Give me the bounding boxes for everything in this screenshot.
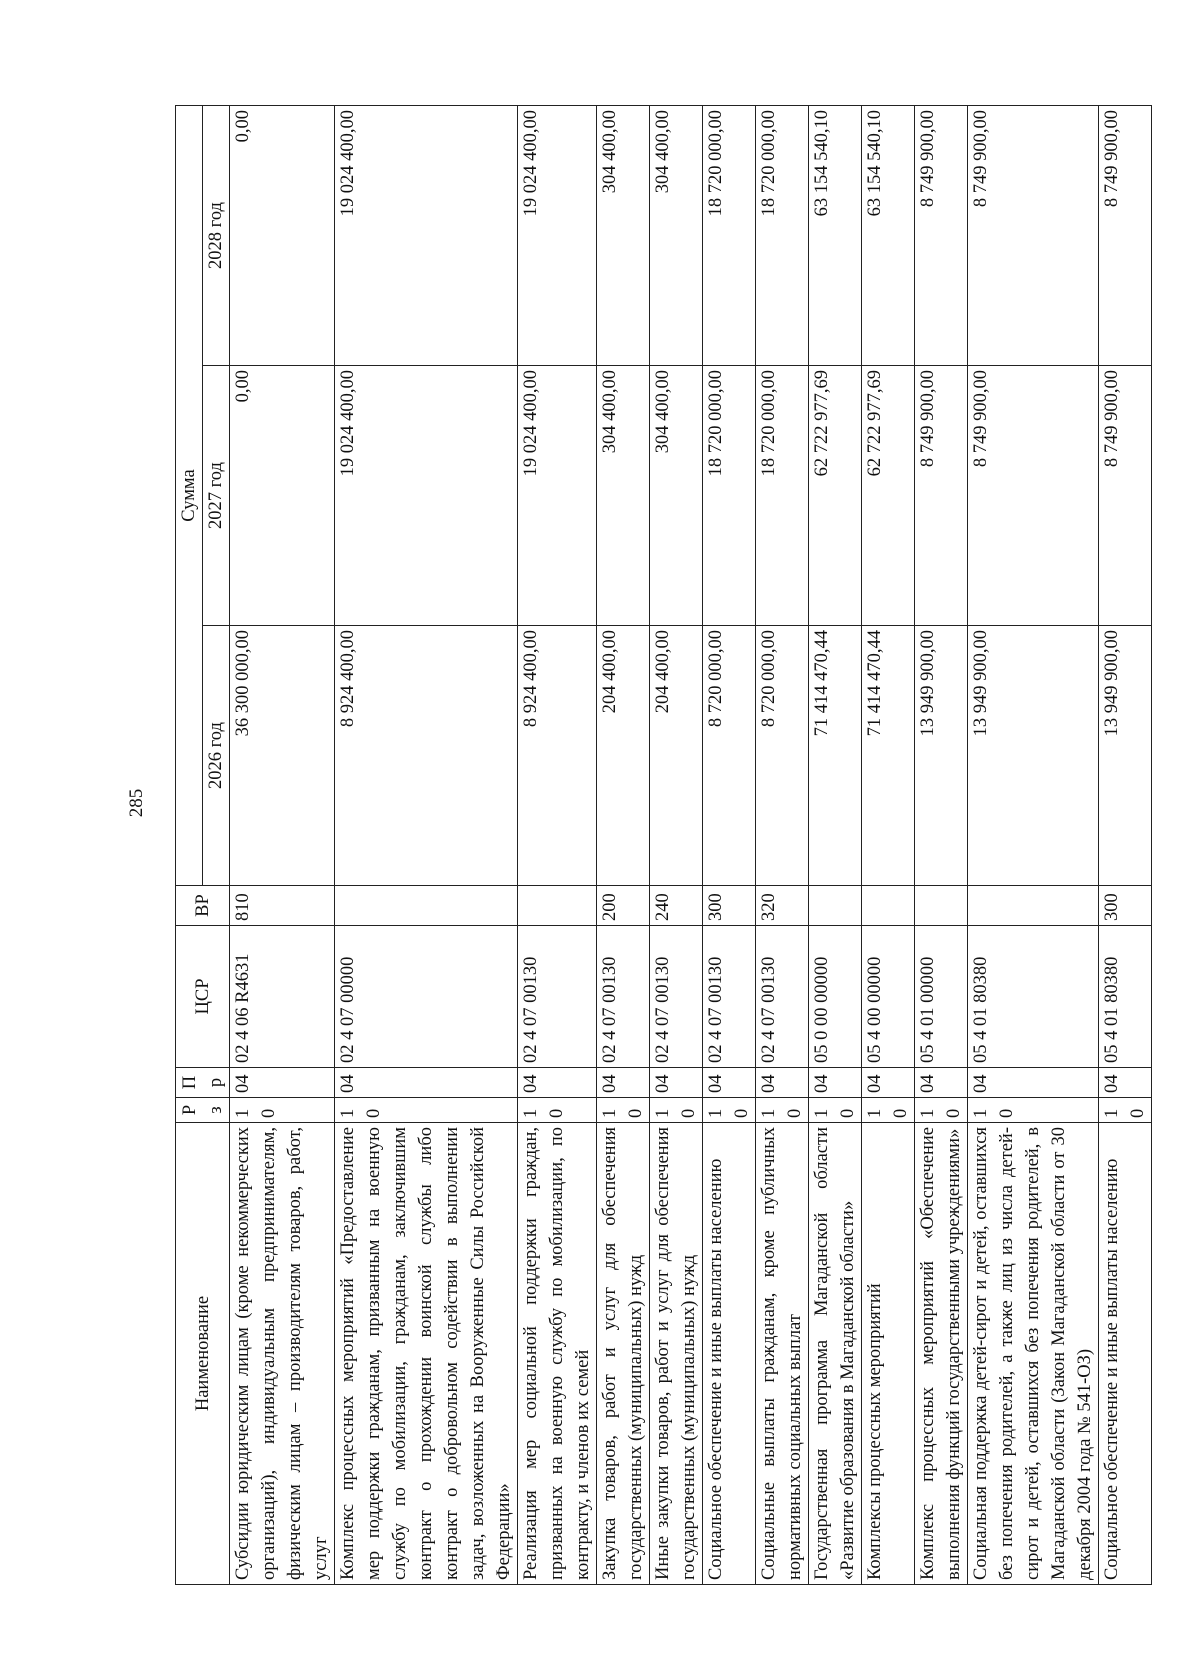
budget-table-container <box>175 105 1148 1585</box>
cell-vr: 240 <box>650 886 703 926</box>
cell-vr <box>518 886 597 926</box>
table-row <box>335 105 518 1584</box>
cell-vr: 810 <box>230 886 335 926</box>
header-sum: Сумма <box>176 105 203 885</box>
cell-vr <box>335 886 518 926</box>
cell-pr: 04 <box>756 1068 809 1098</box>
cell-2026: 204 400,00 <box>650 626 703 886</box>
header-rz: Рз <box>176 1098 230 1123</box>
cell-rz: 10 <box>650 1098 703 1123</box>
cell-2028: 304 400,00 <box>597 105 650 365</box>
cell-csr: 02 4 07 00130 <box>597 926 650 1068</box>
header-vr: ВР <box>176 886 230 926</box>
cell-2026: 71 414 470,44 <box>862 626 915 886</box>
cell-pr: 04 <box>1099 1068 1152 1098</box>
cell-2026: 204 400,00 <box>597 626 650 886</box>
cell-vr <box>968 886 1099 926</box>
table-row <box>915 105 968 1584</box>
cell-name: Комплексы процессных мероприятий <box>862 1123 915 1585</box>
cell-2026: 8 720 000,00 <box>703 626 756 886</box>
cell-csr: 05 4 01 00000 <box>915 926 968 1068</box>
cell-rz: 10 <box>1099 1098 1152 1123</box>
cell-2027: 18 720 000,00 <box>703 366 756 626</box>
cell-2026: 13 949 900,00 <box>968 626 1099 886</box>
header-2027: 2027 год <box>203 366 230 626</box>
header-pr: Пр <box>176 1068 230 1098</box>
header-2028: 2028 год <box>203 105 230 365</box>
cell-vr: 200 <box>597 886 650 926</box>
cell-2028: 304 400,00 <box>650 105 703 365</box>
cell-rz: 10 <box>597 1098 650 1123</box>
cell-name: Закупка товаров, работ и услуг для обеспечения государственных (муниципальных) нужд <box>597 1123 650 1585</box>
cell-2028: 19 024 400,00 <box>335 105 518 365</box>
cell-rz: 10 <box>703 1098 756 1123</box>
cell-csr: 05 4 01 80380 <box>1099 926 1152 1068</box>
cell-csr: 02 4 07 00130 <box>518 926 597 1068</box>
cell-2028: 18 720 000,00 <box>756 105 809 365</box>
cell-2026: 36 300 000,00 <box>230 626 335 886</box>
cell-csr: 05 4 01 80380 <box>968 926 1099 1068</box>
header-csr: ЦСР <box>176 926 230 1068</box>
cell-rz: 10 <box>862 1098 915 1123</box>
page-number: 285 <box>126 788 147 818</box>
cell-2027: 62 722 977,69 <box>809 366 862 626</box>
cell-csr: 02 4 07 00130 <box>756 926 809 1068</box>
cell-vr: 300 <box>703 886 756 926</box>
header-name: Наименование <box>176 1123 230 1585</box>
header-2026: 2026 год <box>203 626 230 886</box>
table-row <box>597 105 650 1584</box>
cell-vr: 300 <box>1099 886 1152 926</box>
cell-2027: 8 749 900,00 <box>1099 366 1152 626</box>
cell-2026: 13 949 900,00 <box>915 626 968 886</box>
cell-pr: 04 <box>862 1068 915 1098</box>
cell-pr: 04 <box>650 1068 703 1098</box>
cell-csr: 02 4 07 00130 <box>703 926 756 1068</box>
cell-2028: 18 720 000,00 <box>703 105 756 365</box>
table-row <box>1099 105 1152 1584</box>
cell-pr: 04 <box>809 1068 862 1098</box>
cell-2026: 8 924 400,00 <box>335 626 518 886</box>
budget-table <box>175 105 1152 1585</box>
cell-rz: 10 <box>230 1098 335 1123</box>
cell-rz: 10 <box>518 1098 597 1123</box>
cell-pr: 04 <box>968 1068 1099 1098</box>
cell-2028: 0,00 <box>230 105 335 365</box>
cell-2027: 18 720 000,00 <box>756 366 809 626</box>
cell-csr: 02 4 07 00000 <box>335 926 518 1068</box>
table-row <box>703 105 756 1584</box>
cell-rz: 10 <box>809 1098 862 1123</box>
cell-2028: 63 154 540,10 <box>862 105 915 365</box>
cell-2026: 8 720 000,00 <box>756 626 809 886</box>
cell-csr: 05 4 00 00000 <box>862 926 915 1068</box>
cell-2026: 13 949 900,00 <box>1099 626 1152 886</box>
cell-csr: 02 4 06 R4631 <box>230 926 335 1068</box>
cell-rz: 10 <box>335 1098 518 1123</box>
cell-2027: 304 400,00 <box>650 366 703 626</box>
cell-2027: 62 722 977,69 <box>862 366 915 626</box>
cell-pr: 04 <box>915 1068 968 1098</box>
cell-vr <box>809 886 862 926</box>
cell-pr: 04 <box>335 1068 518 1098</box>
cell-name: Комплекс процессных мероприятий «Предоставление мер поддержки гражданам, призванным на военную службу по мобилизации, гражданам, заключившим контракт о прохождении воинской службы либо контракт о добровольном содействии в выполнении задач, возложенных на Вооруженные Силы Российской Федерации» <box>335 1123 518 1585</box>
cell-rz: 10 <box>915 1098 968 1123</box>
table-row <box>968 105 1099 1584</box>
table-row <box>809 105 862 1584</box>
cell-name: Социальное обеспечение и иные выплаты населению <box>703 1123 756 1585</box>
cell-pr: 04 <box>597 1068 650 1098</box>
cell-name: Государственная программа Магаданской области «Развитие образования в Магаданской области» <box>809 1123 862 1585</box>
table-row <box>862 105 915 1584</box>
cell-name: Комплекс процессных мероприятий «Обеспечение выполнения функций государственными учреждениями» <box>915 1123 968 1585</box>
cell-pr: 04 <box>518 1068 597 1098</box>
cell-vr: 320 <box>756 886 809 926</box>
cell-vr <box>862 886 915 926</box>
cell-rz: 10 <box>968 1098 1099 1123</box>
table-row <box>518 105 597 1584</box>
cell-2027: 19 024 400,00 <box>518 366 597 626</box>
table-row <box>650 105 703 1584</box>
cell-2028: 8 749 900,00 <box>968 105 1099 365</box>
table-row <box>756 105 809 1584</box>
cell-2028: 19 024 400,00 <box>518 105 597 365</box>
cell-2028: 63 154 540,10 <box>809 105 862 365</box>
cell-2027: 19 024 400,00 <box>335 366 518 626</box>
cell-name: Социальные выплаты гражданам, кроме публичных нормативных социальных выплат <box>756 1123 809 1585</box>
cell-csr: 05 0 00 00000 <box>809 926 862 1068</box>
cell-csr: 02 4 07 00130 <box>650 926 703 1068</box>
cell-vr <box>915 886 968 926</box>
cell-name: Субсидии юридическим лицам (кроме некоммерческих организаций), индивидуальным предпринимателям, физическим лицам – производителям товаров, работ, услуг <box>230 1123 335 1585</box>
cell-pr: 04 <box>703 1068 756 1098</box>
table-row <box>230 105 335 1584</box>
cell-2027: 304 400,00 <box>597 366 650 626</box>
cell-name: Реализация мер социальной поддержки граждан, призванных на военную службу по мобилизации, по контракту, и членов их семей <box>518 1123 597 1585</box>
cell-rz: 10 <box>756 1098 809 1123</box>
cell-pr: 04 <box>230 1068 335 1098</box>
cell-2028: 8 749 900,00 <box>1099 105 1152 365</box>
cell-2027: 0,00 <box>230 366 335 626</box>
cell-2026: 8 924 400,00 <box>518 626 597 886</box>
cell-2027: 8 749 900,00 <box>968 366 1099 626</box>
cell-name: Иные закупки товаров, работ и услуг для обеспечения государственных (муниципальных) нужд <box>650 1123 703 1585</box>
cell-2026: 71 414 470,44 <box>809 626 862 886</box>
cell-2027: 8 749 900,00 <box>915 366 968 626</box>
table-body <box>230 105 1152 1584</box>
cell-2028: 8 749 900,00 <box>915 105 968 365</box>
cell-name: Социальная поддержка детей-сирот и детей, оставшихся без попечения родителей, а также лиц из числа детей-сирот и детей, оставшихся без попечения родителей, в Магаданской области (Закон Магаданской области от 30 декабря 2004 года № 541-ОЗ) <box>968 1123 1099 1585</box>
cell-name: Социальное обеспечение и иные выплаты населению <box>1099 1123 1152 1585</box>
